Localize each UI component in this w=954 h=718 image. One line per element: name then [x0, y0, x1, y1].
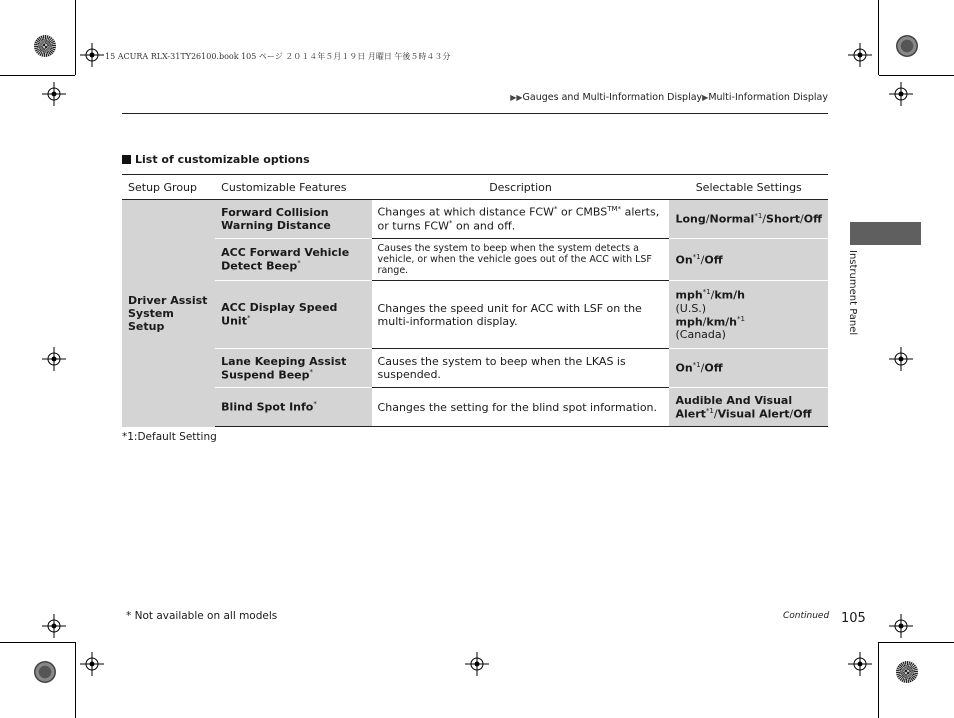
moire-target-icon	[34, 661, 56, 683]
registration-crosshair-icon	[889, 347, 913, 371]
registration-crosshair-icon	[42, 82, 66, 106]
print-slug: 15 ACURA RLX-31TY26100.book 105 ページ ２０１４年５月１９日 月曜日 午後５時４３分	[105, 52, 451, 61]
registration-crosshair-icon	[80, 652, 104, 676]
feature-cell: Forward Collision Warning Distance	[215, 200, 371, 239]
table-row	[122, 239, 828, 281]
setting-cell: On$^{*1}$/Off	[669, 349, 828, 388]
default-setting-footnote: *1:Default Setting	[122, 431, 217, 443]
registration-crosshair-icon	[889, 82, 913, 106]
feature-cell: Lane Keeping Assist Suspend Beep*	[215, 349, 371, 388]
column-header: Description	[372, 175, 670, 200]
description-cell: Changes the setting for the blind spot information.	[372, 388, 670, 427]
crop-line	[0, 75, 75, 76]
setting-cell: mph$^{*1}$/km/h (U.S.) mph/$km/h^{*1}$ (Canada)	[669, 281, 828, 349]
page-number: 105	[841, 611, 866, 626]
description-cell: Causes the system to beep when the system detects a vehicle, or when the vehicle goes out of the ACC with LSF range.	[372, 239, 670, 281]
table-header-row	[122, 175, 828, 200]
registration-crosshair-icon	[42, 347, 66, 371]
feature-cell: Blind Spot Info*	[215, 388, 371, 427]
square-bullet-icon	[122, 155, 131, 164]
registration-crosshair-icon	[42, 614, 66, 638]
registration-crosshair-icon	[848, 43, 872, 67]
breadcrumb-arrow-icon: ▶▶	[510, 93, 523, 102]
feature-cell: ACC Display Speed Unit*	[215, 281, 371, 349]
header-rule	[122, 113, 828, 114]
feature-cell: ACC Forward Vehicle Detect Beep*	[215, 239, 371, 281]
registration-crosshair-icon	[80, 43, 104, 67]
crop-line	[75, 642, 76, 718]
description-cell: Causes the system to beep when the LKAS is suspended.	[372, 349, 670, 388]
column-header: Selectable Settings	[669, 175, 828, 200]
table-row	[122, 388, 828, 427]
moire-target-icon	[34, 35, 56, 57]
registration-crosshair-icon	[848, 652, 872, 676]
availability-note: * Not available on all models	[126, 610, 278, 622]
registration-crosshair-icon	[465, 652, 489, 676]
customizable-options-table	[122, 174, 828, 427]
crop-line	[879, 75, 954, 76]
section-title-text: List of customizable options	[135, 153, 310, 166]
crop-line	[878, 642, 879, 718]
setting-cell: Long/Normal$^{*1}$/Short/Off	[669, 200, 828, 239]
setting-cell: On$^{*1}$/Off	[669, 239, 828, 281]
description-cell: Changes at which distance FCW* or $CMBS^{TM*}$ alerts, or turns FCW* on and off.	[372, 200, 670, 239]
moire-target-icon	[896, 35, 918, 57]
continued-label: Continued	[783, 611, 830, 621]
column-header: Customizable Features	[215, 175, 371, 200]
table-row	[122, 200, 828, 239]
crop-line	[75, 0, 76, 75]
description-cell: Changes the speed unit for ACC with LSF on the multi-information display.	[372, 281, 670, 349]
breadcrumb	[510, 92, 828, 103]
setting-cell: Audible And Visual Alert$^{*1}$/Visual Alert/Off	[669, 388, 828, 427]
chapter-label: Instrument Panel	[847, 250, 858, 336]
breadcrumb-item[interactable]: Gauges and Multi-Information Display	[522, 92, 703, 103]
table-row	[122, 349, 828, 388]
section-title	[122, 153, 310, 166]
column-header: Setup Group	[122, 175, 215, 200]
registration-crosshair-icon	[889, 614, 913, 638]
crop-line	[0, 642, 75, 643]
crop-line	[878, 0, 879, 75]
table-row	[122, 281, 828, 349]
chapter-tab	[850, 222, 921, 245]
setup-group-cell: Driver Assist System Setup	[122, 200, 215, 427]
breadcrumb-item[interactable]: Multi-Information Display	[708, 92, 828, 103]
crop-line	[879, 642, 954, 643]
moire-target-icon	[896, 661, 918, 683]
breadcrumb-separator-icon: ▶	[702, 93, 709, 102]
